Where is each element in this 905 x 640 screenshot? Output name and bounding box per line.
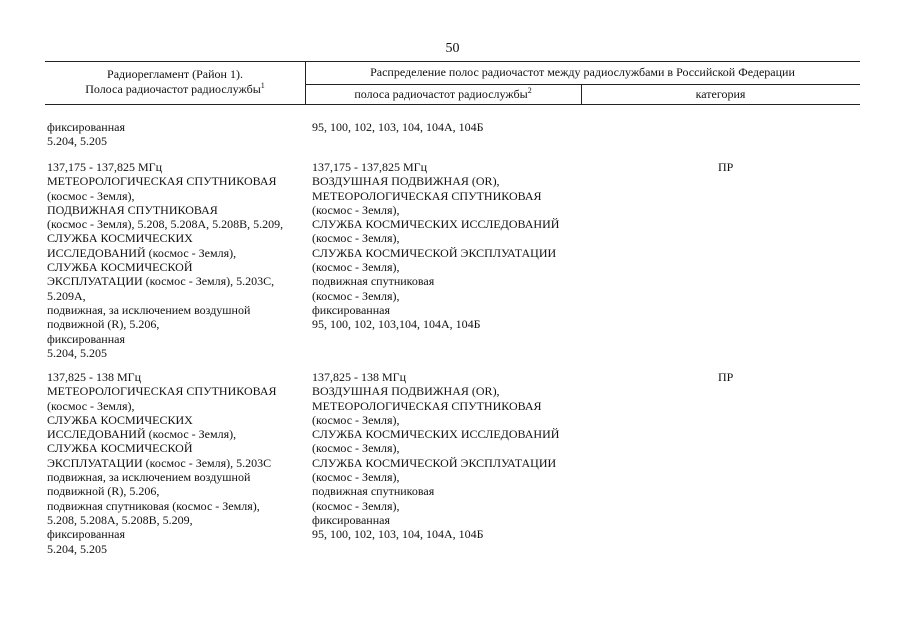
footnote-marker-2: 2 (527, 86, 532, 95)
header-left-line2: Полоса радиочастот радиослужбы$^1$ (85, 81, 265, 96)
footnote-marker-1: 1 (260, 81, 265, 90)
row-2-middle-text: 137,175 - 137,825 МГц ВОЗДУШНАЯ ПОДВИЖНАЯ (OR), МЕТЕОРОЛОГИЧЕСКАЯ СПУТНИКОВАЯ (космос - Земля), СЛУЖБА КОСМИЧЕСКИХ ИССЛЕДОВАНИЙ (космос - Земля), СЛУЖБА КОСМИЧЕСКОЙ ЭКСПЛУАТАЦИИ (космос - Земля), подвижная спутниковая (космос - Земля), фиксированная 95, 100, 102, 103,104, 104А, 104Б (312, 160, 560, 332)
row-3-middle-text: 137,825 - 138 МГц ВОЗДУШНАЯ ПОДВИЖНАЯ (OR), МЕТЕОРОЛОГИЧЕСКАЯ СПУТНИКОВАЯ (космос - Земля), СЛУЖБА КОСМИЧЕСКИХ ИССЛЕДОВАНИЙ (космос - Земля), СЛУЖБА КОСМИЧЕСКОЙ ЭКСПЛУАТАЦИИ (космос - Земля), подвижная спутниковая (космос - Земля), фиксированная 95, 100, 102, 103, 104, 104А, 104Б (312, 370, 560, 542)
row-1-middle-text: 95, 100, 102, 103, 104, 104А, 104Б (312, 120, 484, 134)
header-bottom-rule (45, 104, 860, 105)
table-top-rule (45, 61, 860, 62)
row-2-category: ПР (718, 160, 734, 174)
row-2-left-text: 137,175 - 137,825 МГц МЕТЕОРОЛОГИЧЕСКАЯ СПУТНИКОВАЯ (космос - Земля), ПОДВИЖНАЯ СПУТНИКОВАЯ (космос - Земля), 5.208, 5.208А, 5.208В, 5.209, СЛУЖБА КОСМИЧЕСКИХ ИССЛЕДОВАНИЙ (космос - Земля), СЛУЖБА КОСМИЧЕСКОЙ ЭКСПЛУАТАЦИИ (космос - Земля), 5.203С, 5.209А, подвижная, за исключением воздушной подвижной (R), 5.206, фиксированная 5.204, 5.205 (47, 160, 284, 360)
header-right-main: Распределение полос радиочастот между радиослужбами в Российской Федерации (370, 65, 795, 79)
header-sub-rule (305, 84, 860, 85)
row-1-left-text: фиксированная 5.204, 5.205 (47, 120, 125, 149)
row-3-left-text: 137,825 - 138 МГц МЕТЕОРОЛОГИЧЕСКАЯ СПУТНИКОВАЯ (космос - Земля), СЛУЖБА КОСМИЧЕСКИХ ИССЛЕДОВАНИЙ (космос - Земля), СЛУЖБА КОСМИЧЕСКОЙ ЭКСПЛУАТАЦИИ (космос - Земля), 5.203С подвижная, за исключением воздушной подвижной (R), 5.206, подвижная спутниковая (космос - Земля), 5.208, 5.208А, 5.208В, 5.209, фиксированная 5.204, 5.205 (47, 370, 277, 556)
header-left (45, 67, 305, 97)
row-3-category: ПР (718, 370, 734, 384)
header-sub-category: категория (695, 87, 746, 101)
page-number: 50 (445, 41, 460, 56)
header-sub-band: полоса радиочастот радиослужбы$^2$ (354, 86, 532, 101)
header-left-line1: Радиорегламент (Район 1). (107, 67, 243, 81)
